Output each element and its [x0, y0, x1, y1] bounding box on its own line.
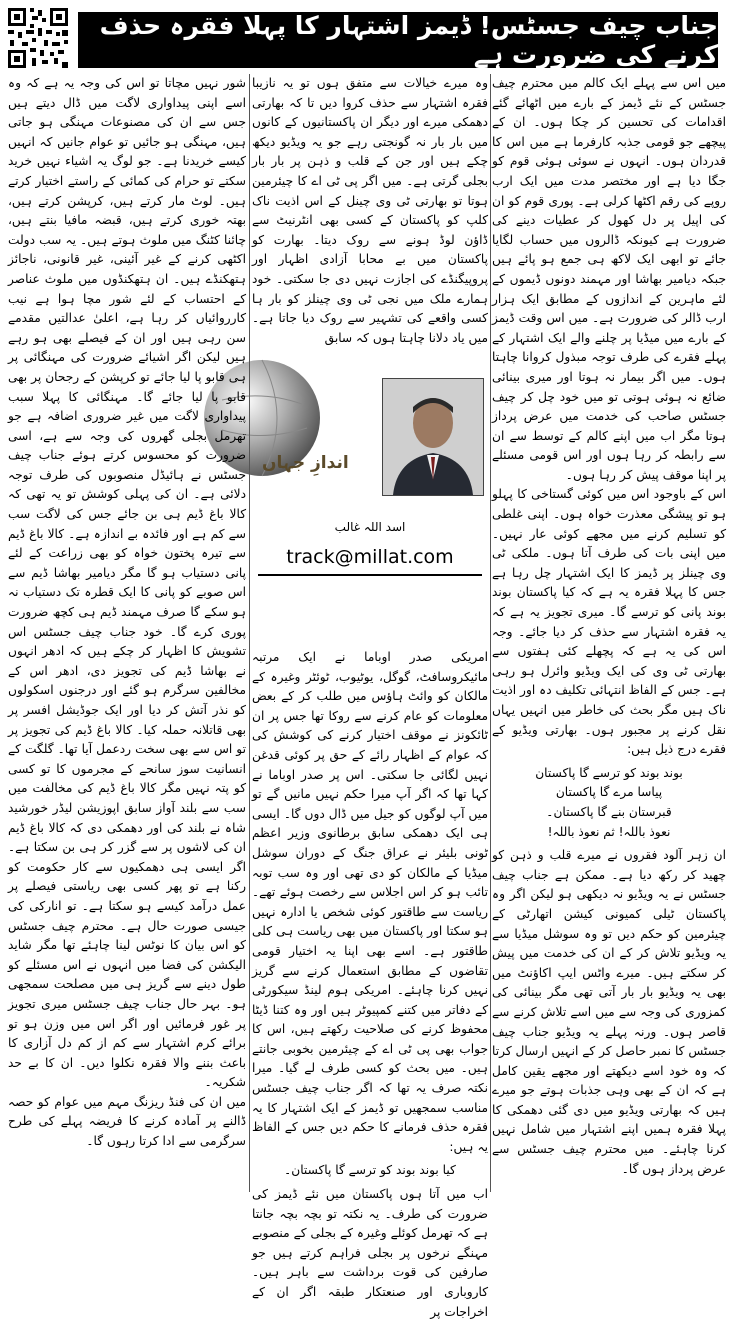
- columnist-box: [252, 360, 488, 642]
- verse-line: کیا بوند بوند کو ترسے گا پاکستان۔: [284, 1163, 456, 1178]
- author-photo: [382, 378, 484, 496]
- column-title: اندازِ جہاں: [262, 453, 349, 473]
- column-divider: [490, 74, 491, 1192]
- column-left: [8, 74, 246, 1192]
- verse-line: پیاسا مرے گا پاکستان: [555, 785, 663, 800]
- qr-code-graphic: [6, 6, 70, 70]
- verse-line: نعوذ باللہ! ثم نعوذ باللہ!: [547, 824, 671, 839]
- paragraph: ان زہر آلود فقروں نے میرے قلب و ذہن کو چھید کر رکھ دیا ہے۔ ممکن ہے جناب چیف جسٹس نے یہ ویڈیو نہ دیکھی ہو لیکن اگر وہ پاکستان ٹیلی کمیونی کیشن اتھارٹی کے چیئرمین کو حکم دیں تو وہ سوشل میڈیا سے یہ ویڈیو تلاش کر کے ان کی خدمت میں پیش کر سکتے ہیں۔ میرے واٹس ایپ اکاؤنٹ میں بھی یہ ویڈیو بار بار آتی تھی مگر بینائی کی کمزوری کی وجہ سے میں اسے تلاش کرنے سے قاصر ہوں۔ ورنہ پہلے یہ ویڈیو جناب چیف جسٹس کا نمبر حاصل کر کے انہیں ارسال کرتا کہ وہ خود اسے دیکھتے اور مجھے یقین کامل ہے کہ ان کے بھی وہی جذبات ہوتے جو میرے ہیں کہ بھارتی ویڈیو میں دی گئی دھمکی کا پہلا فقرہ ہمیں اپنے اشتہار میں شامل نہیں کرنا چاہئے۔ میں محترم چیف جسٹس سے عرض پرداز ہوں گا۔: [492, 848, 726, 1176]
- paragraph: وہ میرے خیالات سے متفق ہوں تو یہ نازیبا فقرہ اشتہار سے حذف کروا دیں تا کہ بھارتی دھمکی میرے اور دیگر ان پاکستانیوں کے کانوں میں بار بار نہ گونجتی رہے جو یہ ویڈیو دیکھ چکے ہیں اور جن کے قلب و ذہن پر بار بار بجلی گرتی ہے۔ میں اگر پی ٹی اے کا چیئرمین ہوتا تو بھارتی ٹی وی چینل کے اس اذیت ناک کلپ کو پاکستان کے کسی بھی انٹرنیٹ سے ڈاؤن لوڈ ہونے سے روک دیتا۔ بھارت کو پاکستان میں بے محابا آزادی اظہار اور پروپیگنڈے کی اجازت نہیں دی جا سکتی۔ خود ہمارے ملک میں نجی ٹی وی چینلز کو بار ہا کسی واقعے کی تشہیر سے روک دیا جاتا ہے۔ میں یاد دلانا چاہتا ہوں کہ سابق: [252, 76, 488, 345]
- paragraph: میں ان کی فنڈ ریزنگ مہم میں عوام کو حصہ ڈالنے پر آمادہ کرنے کا فریضہ پہلے کی طرح سرگرمی سے ادا کرتا رہوں گا۔: [8, 1094, 246, 1149]
- column-right: [492, 74, 726, 1192]
- verse-line: بوند بوند کو ترسے گا پاکستان: [535, 765, 683, 780]
- paragraph: شور نہیں مچاتا تو اس کی وجہ یہ ہے کہ وہ اسے اپنی پیداواری لاگت میں ڈال دیتے ہیں جس سے ان کی مصنوعات مہنگی ہو جاتی ہیں، مہنگی ہو جائیں تو عوام جانیں کہ انہیں کیسے خریدنا ہے۔ جو لوگ یہ اشیاء نہیں خرید سکتے تو حرام کی کمائی کے راستے اختیار کرتے ہیں۔ لوٹ مار کرتے ہیں، کرپشن کرتے ہیں، بھتہ خوری کرتے ہیں، قبضہ مافیا بنتے ہیں، چائنا کٹنگ میں ملوث ہوتے ہیں۔ یہ سب دولت اکٹھی کرنے کے غیر آئینی، غیر قانونی، ناجائز ہتھکنڈے ہیں۔ ان ہتھکنڈوں میں ملوث عناصر کے احتساب کے لئے شور مچا ہوا ہے نیب کارروائیاں کر رہا ہے، اعلیٰ عدالتیں مقدمے سن رہی ہیں اور ان کے فیصلے بھی ہو رہے ہیں لیکن اگر اشیائے ضرورت کی مہنگائی پر ہی قابو پا لیا جائے تو کرپشن کے رجحان پر بھی قابو پا لیا جائے گا۔ مہنگائی کا پہلا سبب پیداواری لاگت میں غیر ضروری اضافہ ہے جو تھرمل بجلی گھروں کی وجہ سے ہے، اسی ضرورت کو محسوس کرتے ہوئے جناب چیف جسٹس نے ہائیڈل منصوبوں کی طرف توجہ دلائی ہے۔ ان کی پہلی کوشش تو یہ تھی کہ کالا باغ ڈیم ہی بن جائے جس کی لاگت سب سے کم ہے اور فائدہ بے اندازہ ہے۔ کالا باغ ڈیم سے تیرہ پختون خواہ کو بھی زراعت کے لئے پانی دستیاب ہو گا مگر دیامیر بھاشا ڈیم سے اس صوبے کو پانی کا ایک قطرہ تک دستیاب نہ ہو سکے گا صرف مہمند ڈیم ہی کچھ ضرورت پوری کرے گا۔ خود جناب چیف جسٹس اس تشویش کا اظہار کر چکے ہیں کہ ادھر انہوں نے بھاشا ڈیم کی تجویز دی، ادھر اس کے مخالفین سرگرم ہو گئے اور درجنوں اسکولوں کو نذر آتش کر دیا اور ایک جوڈیشل افسر پر بھی قاتلانہ حملہ کیا۔ کالا باغ ڈیم کی تجویز پر تو اس سے بھی سخت ردعمل آیا تھا۔ گلگت کے انسانیت سوز سانحے کے مجرموں کا تو کسی کو پتہ نہیں مگر کالا باغ ڈیم کی مخالفت میں سب سے بلند آواز سابق اپوزیشن لیڈر خورشید شاہ نے بلند کی اور دھمکی دی کہ کالا باغ ڈیم ان کی لاشوں پر سے گزر کر ہی بن سکتا ہے۔ اگر ایسی ہی دھمکیوں سے کار حکومت کو رکنا ہے تو پھر کسی بھی ریاستی فیصلے پر عمل درآمد کیسے ہو سکتا ہے۔ تو انارکی کی جیسی صورت حال ہے۔ محترم چیف جسٹس کو اس بیان کا نوٹس لینا چاہئے تھا مگر شاید الیکشن کی فضا میں انہوں نے اس مسئلے کو طول دینے سے گریز ہی میں مصلحت سمجھی ہو۔ بہر حال جناب چیف جسٹس میری تجویز پر غور فرمائیں اور اگر اس میں وزن ہو تو برائے کرم اشتہار سے کم از کم دل آزاری کا باعث بننے والا فقرہ نکلوا دیں۔ ان کا بے حد شکریہ۔: [8, 76, 246, 1090]
- paragraph: امریکی صدر اوباما نے ایک مرتبہ مائیکروسافٹ، گوگل، یوٹیوب، ٹوئٹر وغیرہ کے مالکان کو وائٹ ہاؤس میں طلب کر کے بعض معلومات کو عام کرنے سے روکا تھا جس پر ان ٹائکونز نے موقف اختیار کرنے کی کوشش کی کہ عوام کے اظہار رائے کے حق پر کوئی قدغن نہیں لگائی جا سکتی۔ اس پر صدر اوباما نے کہا تھا کہ اگر آپ میرا حکم نہیں مانیں گے تو میں آپ لوگوں کو جیل میں ڈال دوں گا۔ ایسی ہی ایک دھمکی سابق برطانوی وزیر اعظم ٹونی بلیئر نے عراق جنگ کے دوران سوشل میڈیا کے مالکان کو دی تھی اور وہ سب توبہ تائب ہو کر اس اجلاس سے رخصت ہوئے تھے۔ ریاست سے طاقتور کوئی شخص یا ادارہ نہیں ہو سکتا اور پاکستان میں بھی ریاست ہی کلی طاقتور ہے۔ اسے بھی اپنا یہ اختیار قومی تقاضوں کے مطابق استعمال کرنے سے گریز نہیں کرنا چاہئے۔ امریکی ہوم لینڈ سیکورٹی کے دفاتر میں کتنے کمپیوٹر ہیں اور وہ کتنا ڈیٹا محفوظ کرنے کی صلاحیت رکھتے ہیں، اس کا جواب بھی پی ٹی اے کے چیئرمین بخوبی جانتے ہیں۔ میں بحث کو کسی طرف لے گیا۔ میرا نکتہ صرف یہ تھا کہ اگر جناب چیف جسٹس مناسب سمجھیں تو ڈیمز کے ایک اشتہار کا یہ فقرہ حذف فرمانے کا حکم دیں جس کے الفاظ یہ ہیں:: [252, 650, 488, 1154]
- verse-line: قبرستان بنے گا پاکستان۔: [546, 804, 672, 819]
- qr-code: [6, 6, 70, 70]
- author-name: اسد اللہ غالب: [334, 520, 406, 534]
- quoted-verse: [492, 764, 726, 842]
- quoted-line: [252, 1161, 488, 1181]
- paragraph: میں اس سے پہلے ایک کالم میں محترم چیف جسٹس کے نئے ڈیمز کے بارے میں اٹھائے گئے اقدامات کی تحسین کر چکا ہوں۔ ان کے پیچھے جو قومی جذبہ کارفرما ہے میں اس کا قدردان ہوں۔ انہوں نے سوئی ہوئی قوم کو جگا دیا ہے اور مختصر مدت میں ایک ارب روپے کی رقم اکٹھا کرلی ہے۔ پوری قوم کو ان کی اپیل پر دل کھول کر عطیات دینے کی ضرورت ہے کیونکہ ڈالروں میں حساب لگایا جائے تو ابھی ایک لاکھ ہی جمع ہو پائے ہیں جبکہ دیامیر بھاشا اور مہمند دونوں ڈیموں کے لئے ماہرین کے اندازوں کے مطابق ایک ہزار ارب ڈالر کی ضرورت ہے۔ میں اس وقت ڈیمز کے بارے میں میڈیا پر چلنے والے ایک اشتہار کے پہلے فقرے کی طرف توجہ مبذول کروانا چاہتا ہوں۔ میں اگر بیمار نہ ہوتا اور میری بینائی ضائع نہ ہوئی ہوتی تو میں خود چل کر چیف جسٹس صاحب کی خدمت میں عرض پرداز ہوتا مگر اب میں اپنے کالم کے توسط سے ان سے رابطہ کر رہا ہوں اور اس قومی مسئلے پر اپنا موقف پیش کر رہا ہوں۔: [492, 76, 726, 482]
- column-middle-top: [252, 74, 488, 358]
- headline: جناب چیف جسٹس! ڈیمز اشتہار کا پہلا فقرہ حذف کرنے کی ضرورت ہے: [99, 11, 718, 69]
- column-divider: [249, 74, 250, 1192]
- divider: [258, 574, 482, 576]
- paragraph: اس کے باوجود اس میں کوئی گستاخی کا پہلو ہو تو پیشگی معذرت خواہ ہوں۔ اپنی غلطی کو تسلیم کرنے میں مجھے کوئی عار نہیں۔ میں اپنی بات کی طرف آتا ہوں۔ ملکی ٹی وی چینلز پر ڈیمز کا ایک اشتہار چل رہا ہے جس کا پہلا فقرہ یہ ہے کہ کیا پاکستان بوند بوند پانی کو ترسے گا۔ میری تجویز یہ ہے کہ یہ فقرہ اشتہار سے حذف کر دیا جائے۔ وجہ اس کی یہ ہے کہ پچھلے کئی ہفتوں سے بھارتی ٹی وی کی ایک ویڈیو وائرل ہو رہی ہے۔ جس کے الفاظ انتہائی تکلیف دہ اور اذیت ناک ہیں مگر بحث کی خاطر میں انہیں یہاں نقل کرنے پر مجبور ہوں۔ بھارتی ویڈیو کے فقرے درج ذیل ہیں:: [492, 487, 726, 757]
- author-email[interactable]: track@millat.com: [286, 546, 454, 568]
- headline-banner: [78, 12, 718, 68]
- paragraph: اب میں آتا ہوں پاکستان میں نئے ڈیمز کی ضرورت کی طرف۔ یہ نکتہ تو بچہ بچہ جانتا ہے کہ تھرمل کوئلے وغیرہ کے بجلی کے منصوبے مہنگے نرخوں پر بجلی فراہم کرتے ہیں جو صارفین کی قوت برداشت سے باہر ہیں۔ کاروباری اور صنعتکار طبقہ اگر ان کے اخراجات پر: [252, 1187, 488, 1319]
- column-middle-bottom: [252, 648, 488, 1319]
